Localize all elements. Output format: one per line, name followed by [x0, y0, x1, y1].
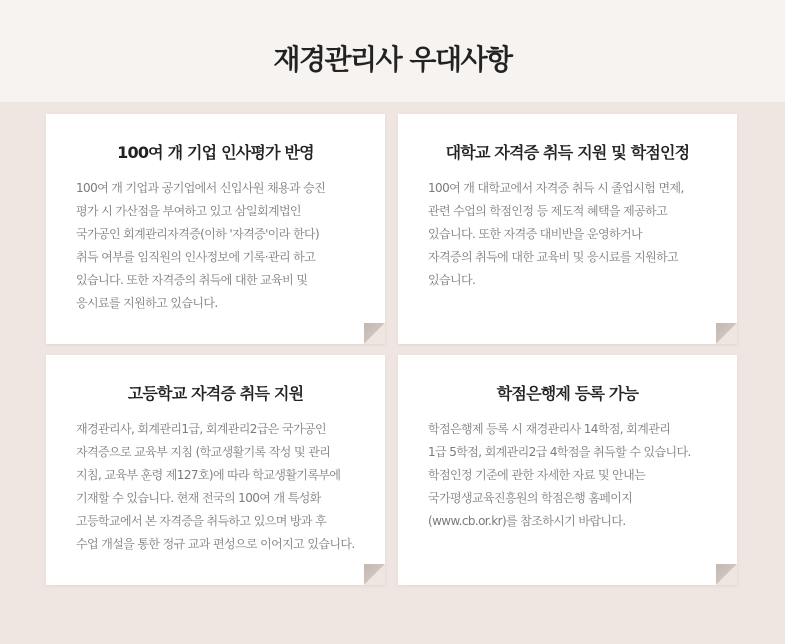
card-description	[428, 177, 723, 292]
folded-corner-icon	[364, 323, 385, 344]
benefit-card-credit-bank	[398, 355, 737, 585]
card-description-line: 응시료를 지원하고 있습니다.	[76, 296, 218, 310]
card-description-line: 재경관리사, 회계관리1급, 회계관리2급은 국가공인	[76, 422, 326, 436]
card-description-line: 지침, 교육부 훈령 제127호)에 따라 학교생활기록부에	[76, 468, 341, 482]
card-title: 대학교 자격증 취득 지원 및 학점인정	[445, 143, 690, 162]
page-header	[0, 0, 785, 102]
page-title: 재경관리사 우대사항	[273, 43, 512, 76]
card-description-line: 기재할 수 있습니다. 현재 전국의 100여 개 특성화	[76, 491, 321, 505]
card-description-line: 1급 5학점, 회계관리2급 4학점을 취득할 수 있습니다.	[428, 445, 691, 459]
card-description-line: 국가공인 회계관리자격증(이하 '자격증'이라 한다)	[76, 227, 320, 241]
card-description-line: 100여 개 기업과 공기업에서 신입사원 채용과 승진	[76, 181, 326, 195]
card-description-line: 국가평생교육진흥원의 학점은행 홈페이지	[428, 491, 633, 505]
card-description-line: 있습니다.	[428, 273, 476, 287]
card-description-line: (www.cb.or.kr)를 참조하시기 바랍니다.	[428, 514, 626, 528]
card-description-line: 관련 수업의 학점인정 등 제도적 혜택을 제공하고	[428, 204, 668, 218]
card-description	[76, 418, 371, 556]
folded-corner-icon	[716, 323, 737, 344]
card-description-line: 취득 여부를 임직원의 인사정보에 기록·관리 하고	[76, 250, 316, 264]
card-description-line: 학점은행제 등록 시 재경관리사 14학점, 회계관리	[428, 422, 671, 436]
card-description-line: 있습니다. 또한 자격증의 취득에 대한 교육비 및	[76, 273, 308, 287]
card-title: 학점은행제 등록 가능	[496, 384, 639, 403]
card-description-line: 자격증으로 교육부 지침 (학교생활기록 작성 및 관리	[76, 445, 331, 459]
card-title: 100여 개 기업 인사평가 반영	[117, 143, 314, 162]
folded-corner-icon	[716, 564, 737, 585]
card-description-line: 100여 개 대학교에서 자격증 취득 시 졸업시험 면제,	[428, 181, 684, 195]
benefit-card-high-school	[46, 355, 385, 585]
card-description-line: 학점인정 기준에 관한 자세한 자료 및 안내는	[428, 468, 646, 482]
card-description	[76, 177, 371, 315]
benefit-card-university-credit	[398, 114, 737, 344]
card-description-line: 자격증의 취득에 대한 교육비 및 응시료를 지원하고	[428, 250, 679, 264]
card-description-line: 있습니다. 또한 자격증 대비반을 운영하거나	[428, 227, 642, 241]
card-description-line: 수업 개설을 통한 정규 교과 편성으로 이어지고 있습니다.	[76, 537, 355, 551]
card-description-line: 평가 시 가산점을 부여하고 있고 삼일회계법인	[76, 204, 301, 218]
folded-corner-icon	[364, 564, 385, 585]
card-description-line: 고등학교에서 본 자격증을 취득하고 있으며 방과 후	[76, 514, 327, 528]
card-title: 고등학교 자격증 취득 지원	[127, 384, 304, 403]
card-description	[428, 418, 723, 533]
benefit-card-corporate-evaluation	[46, 114, 385, 344]
